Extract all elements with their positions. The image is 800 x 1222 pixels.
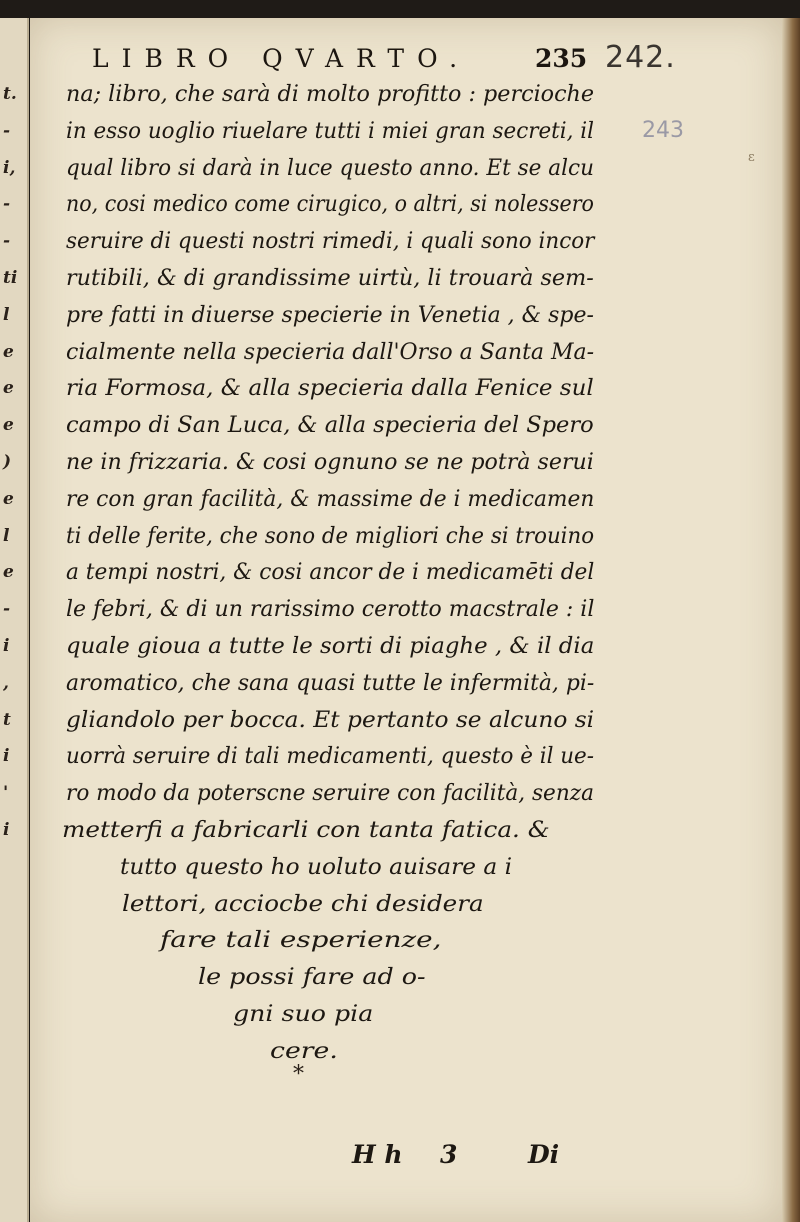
margin-fragment: ti [3,268,18,288]
text-line: fare tali esperienze, [160,928,442,954]
text-line: na; libro, che sarà di molto profitto : percioche [66,82,595,107]
pencil-folio-number: 243 [642,118,684,143]
text-line: pre fatti in diuerse specierie in Venetia , & spe- [66,302,594,328]
signature-number: 3 [440,1140,458,1169]
text-line: cialmente nella specieria dall'Orso a Santa Ma- [66,339,595,365]
margin-fragment: t [3,709,11,730]
running-header [92,44,692,84]
text-line: quale gioua a tutte le sorti di piaghe , & il dia [66,634,595,659]
margin-fragment: - [3,231,11,252]
margin-fragment: - [3,120,11,141]
margin-fragment: , [3,672,9,693]
margin-fragment: e [3,341,14,362]
text-line: ne in frizzaria. & cosi ognuno se ne potrà serui [66,450,594,475]
text-line: in esso uoglio riuelare tutti i miei gran secreti, il [66,118,594,144]
text-line: no, cosi medico come cirugico, o altri, si nolessero [66,192,594,218]
text-line: ti delle ferite, che sono de migliori che si trouino [66,523,595,549]
text-line: tutto questo ho uoluto auisare a i [120,854,513,880]
signature-mark: H h [352,1140,403,1169]
margin-fragment: i [3,746,10,767]
margin-fragment: e [3,488,14,509]
text-line: gliandolo per bocca. Et pertanto se alcuno si [66,707,595,733]
printed-page-number: 235 [535,44,588,73]
text-line: uorrà seruire di tali medicamenti, questo è il ue- [66,744,594,770]
margin-fragment: ) [3,452,12,472]
running-title: LIBRO QVARTO. [92,44,471,73]
margin-fragment: i, [3,157,16,178]
margin-fragment: l [3,525,10,546]
text-line: campo di San Luca, & alla specieria del Spero [66,413,594,439]
margin-fragment: i [3,820,10,840]
handwritten-folio-number: 242. [605,40,676,75]
margin-fragment: t. [3,84,17,104]
margin-fragment: ' [3,783,9,804]
margin-fragment: e [3,415,14,436]
text-line: re con gran facilità, & massime de i medicamen [66,486,595,512]
text-line: rutibili, & di grandissime uirtù, li trouarà sem- [66,266,594,291]
text-line: ro modo da poterscne seruire con facilità, senza [66,781,594,807]
margin-fragment: e [3,378,14,399]
text-line: a tempi nostri, & cosi ancor de i medicamēti del [66,560,595,586]
facing-page-edge [0,18,29,1222]
margin-fragment: e [3,562,14,583]
ornament-asterisk: * [293,1062,304,1087]
text-line: gni suo pia [233,1002,374,1027]
margin-fragment: l [3,304,10,325]
margin-fragment: i [3,636,10,656]
text-line: metterfi a fabricarli con tanta fatica. & [62,818,550,843]
text-line: qual libro si darà in luce questo anno. Et se alcu [66,155,594,181]
margin-fragment: - [3,599,11,620]
catchword: Di [528,1140,560,1169]
text-line: le febri, & di un rarissimo cerotto macstrale : il [66,597,595,623]
text-line: cere. [270,1038,338,1064]
text-line: ria Formosa, & alla specieria dalla Fenice sul [66,376,594,402]
margin-mark: ɛ [748,150,755,165]
text-line: seruire di questi nostri rimedi, i quali sono incor [66,229,595,255]
margin-fragment: - [3,194,11,215]
book-edge [782,18,800,1222]
text-line: le possi fare ad o- [198,965,426,991]
text-line: aromatico, che sana quasi tutte le infermità, pi- [66,670,595,696]
text-line: lettori, acciocbe chi desidera [122,891,484,917]
